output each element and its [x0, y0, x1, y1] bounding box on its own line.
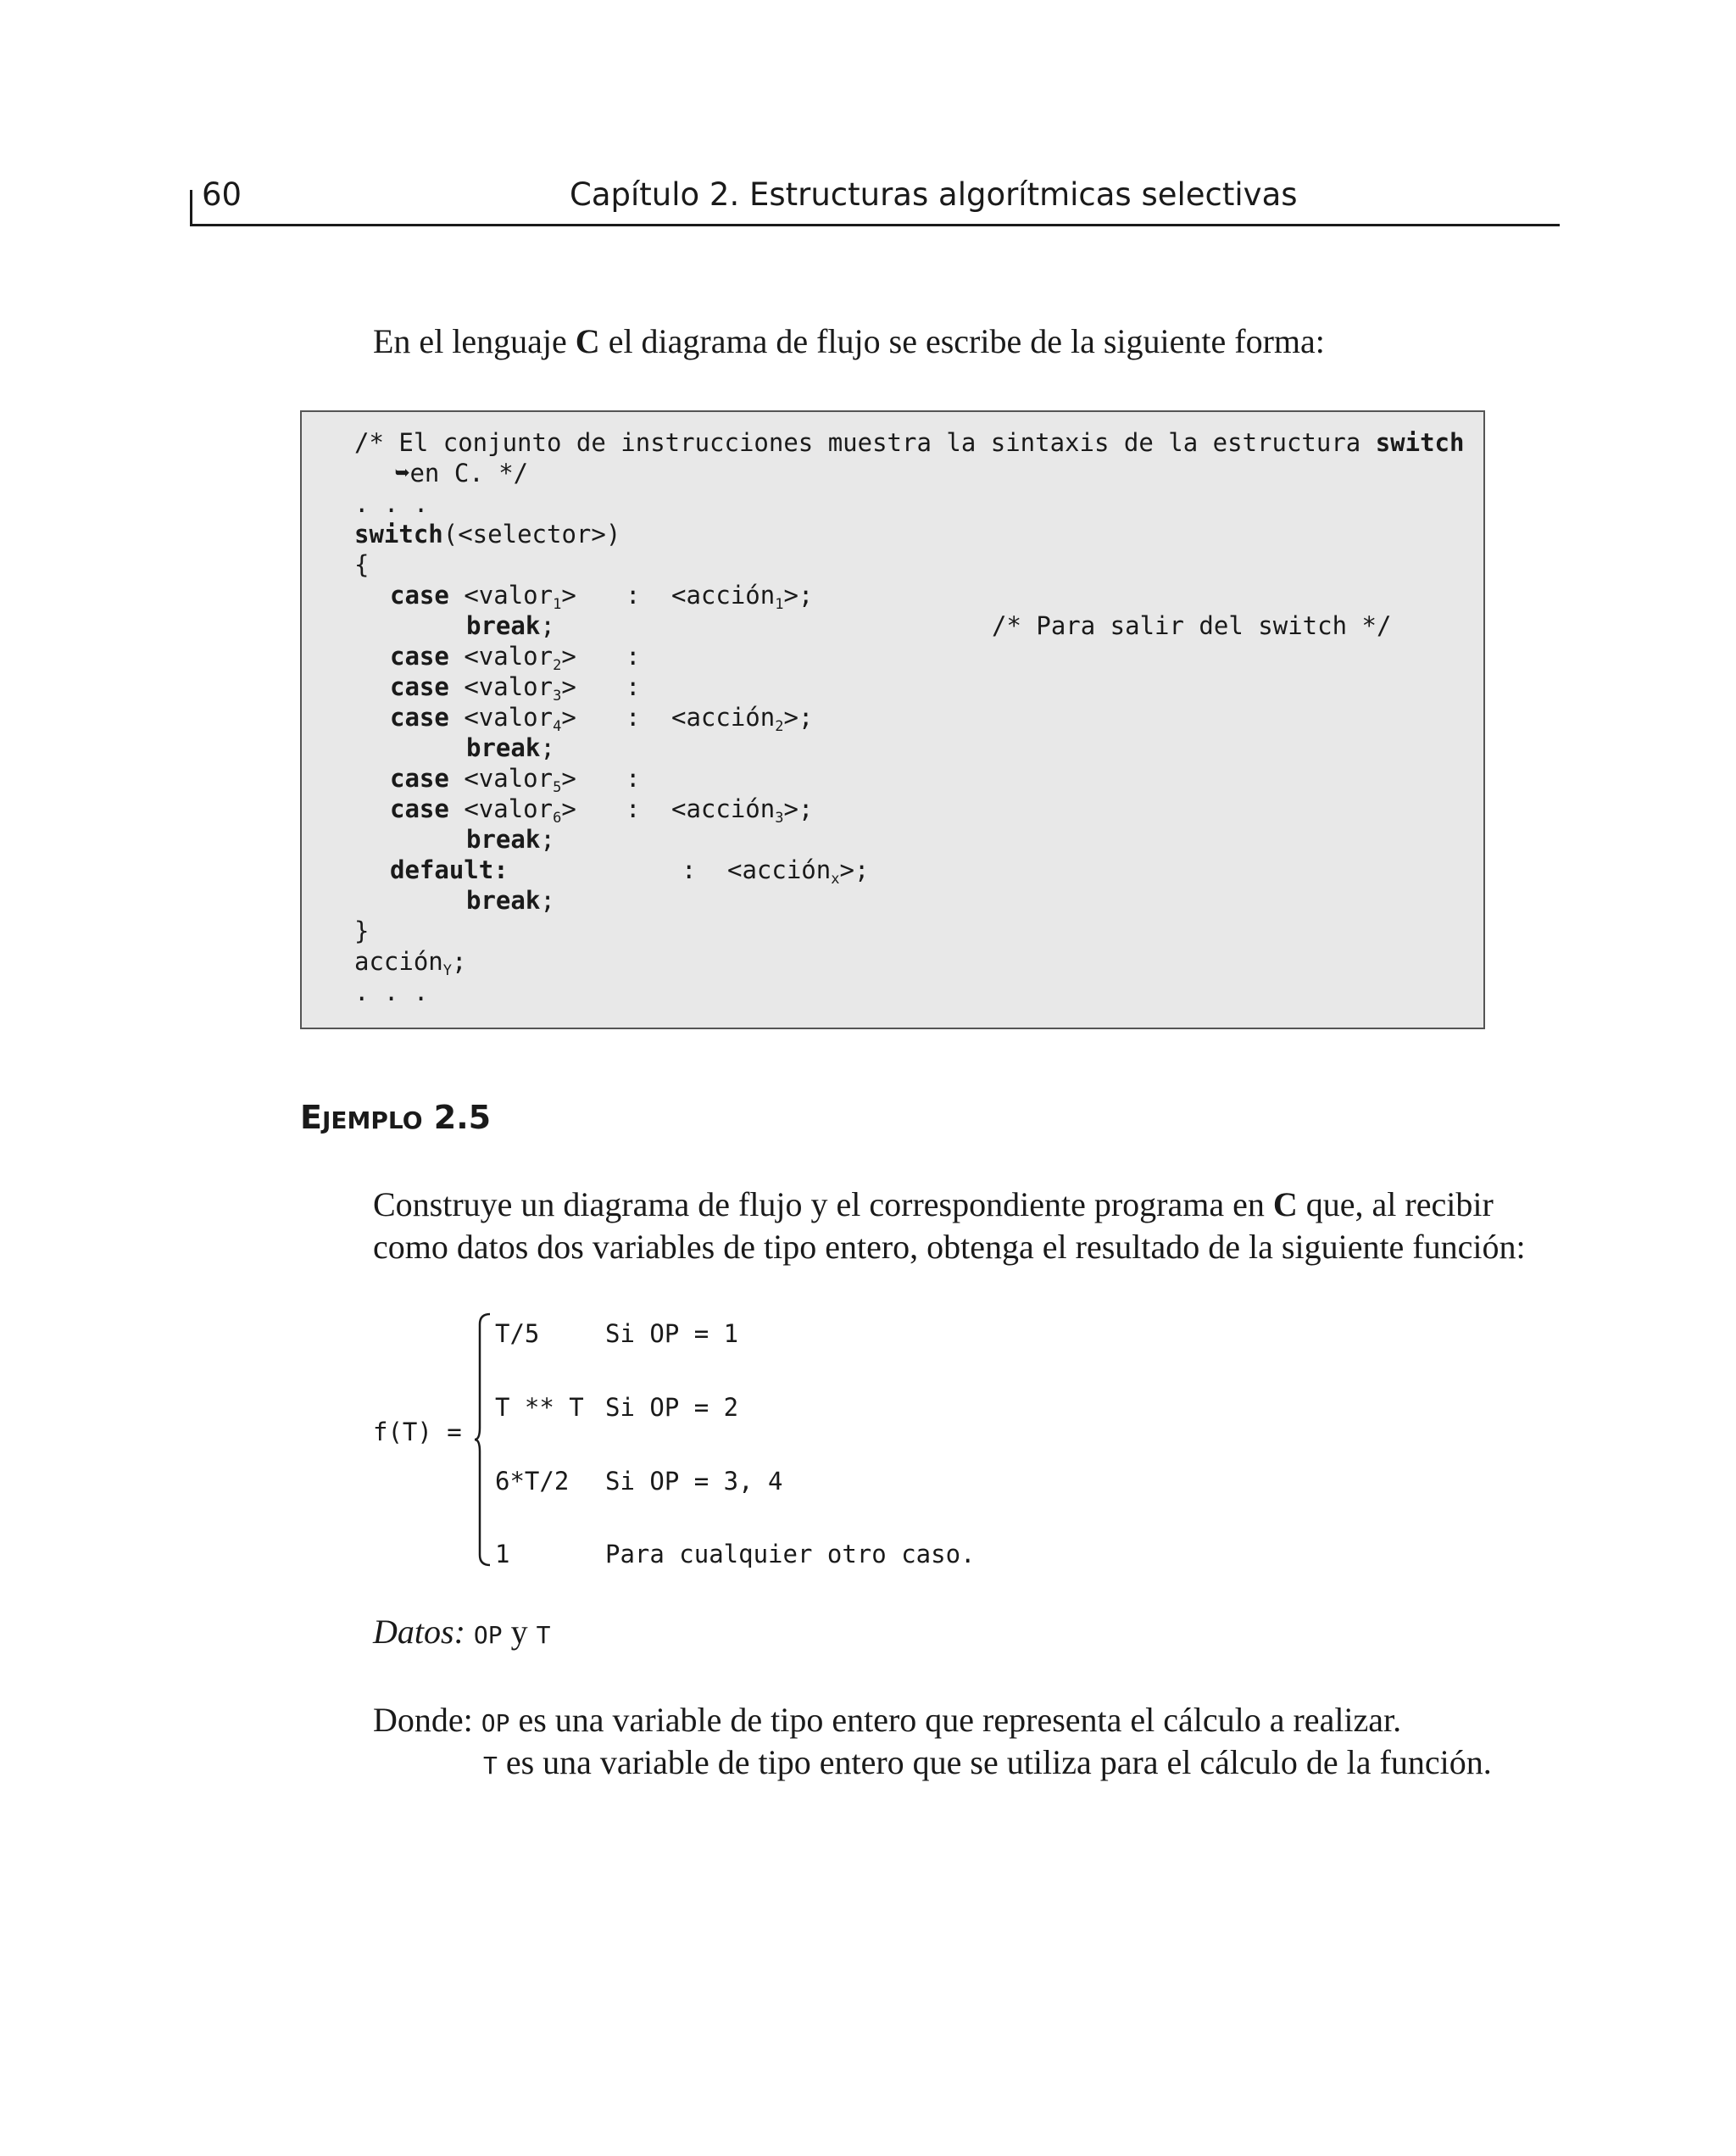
case-cond-4: Para cualquier otro caso.	[605, 1540, 976, 1568]
code-line-close-brace: }	[354, 916, 370, 945]
code-action-x: <acción$_x$>;	[727, 855, 870, 888]
page-number: 60	[202, 176, 242, 213]
code-colon: :	[626, 581, 641, 610]
example-paragraph-line-2: como datos dos variables de tipo entero, obtenga el resultado de la siguiente función:	[373, 1228, 1526, 1266]
code-line-case-5: case <valor$_5$>	[390, 764, 576, 796]
code-line-case-4: case <valor$_4$>	[390, 703, 576, 735]
code-line-comment: /* El conjunto de instrucciones muestra la sintaxis de la estructura switch	[354, 428, 1465, 457]
case-expr-1: T/5	[495, 1319, 540, 1348]
case-expr-4: 1	[495, 1540, 510, 1568]
code-colon: :	[626, 672, 641, 701]
code-action-1: <acción$_1$>;	[671, 581, 814, 613]
header-rule	[190, 224, 1560, 226]
example-heading: EJEMPLO 2.5	[300, 1099, 492, 1136]
code-line-case-6: case <valor$_6$>	[390, 794, 576, 827]
code-line-break: break;	[466, 886, 555, 915]
example-paragraph-line-1: Construye un diagrama de flujo y el correspondiente programa en C que, al recibir	[373, 1185, 1494, 1223]
case-cond-1: Si OP = 1	[605, 1319, 739, 1348]
code-colon: :	[682, 855, 697, 884]
code-colon: :	[626, 794, 641, 823]
code-line-case-2: case <valor$_2$>	[390, 642, 576, 674]
language-c: C	[575, 322, 600, 360]
code-line-ellipsis: . . .	[354, 489, 429, 518]
running-title: Capítulo 2. Estructuras algorítmicas selectivas	[570, 176, 1298, 213]
code-colon: :	[626, 703, 641, 732]
intro-paragraph: En el lenguaje C el diagrama de flujo se escribe de la siguiente forma:	[373, 322, 1325, 360]
code-action-3: <acción$_3$>;	[671, 794, 814, 827]
code-line-break: break;	[466, 733, 555, 762]
case-expr-2: T ** T	[495, 1393, 584, 1422]
donde-line-op: Donde: OP es una variable de tipo entero que representa el cálculo a realizar.	[373, 1701, 1402, 1739]
header-tick	[190, 190, 192, 226]
code-line-open-brace: {	[354, 550, 370, 579]
code-colon: :	[626, 764, 641, 793]
code-line-final-ellipsis: . . .	[354, 978, 429, 1006]
code-colon: :	[626, 642, 641, 671]
code-line-final-action: acción$_Y$;	[354, 947, 467, 979]
datos-line: Datos: OP y T	[373, 1613, 551, 1651]
code-line-break: break;	[466, 825, 555, 854]
code-line-default: default:	[390, 855, 509, 884]
donde-line-t: T es una variable de tipo entero que se utiliza para el cálculo de la función.	[483, 1743, 1492, 1781]
case-cond-3: Si OP = 3, 4	[605, 1467, 783, 1496]
code-line-break: break;	[466, 611, 555, 640]
code-line-switch: switch(<selector>)	[354, 520, 621, 549]
code-line-case-3: case <valor$_3$>	[390, 672, 576, 705]
code-break-comment: /* Para salir del switch */	[992, 611, 1392, 640]
left-brace-icon	[475, 1312, 492, 1567]
code-action-2: <acción$_2$>;	[671, 703, 814, 735]
code-line-case-1: case <valor$_1$>	[390, 581, 576, 613]
case-expr-3: 6*T/2	[495, 1467, 570, 1496]
code-line-comment-cont: ➥en C. */	[395, 459, 529, 487]
function-lhs: f(T) =	[373, 1418, 462, 1446]
case-cond-2: Si OP = 2	[605, 1393, 739, 1422]
